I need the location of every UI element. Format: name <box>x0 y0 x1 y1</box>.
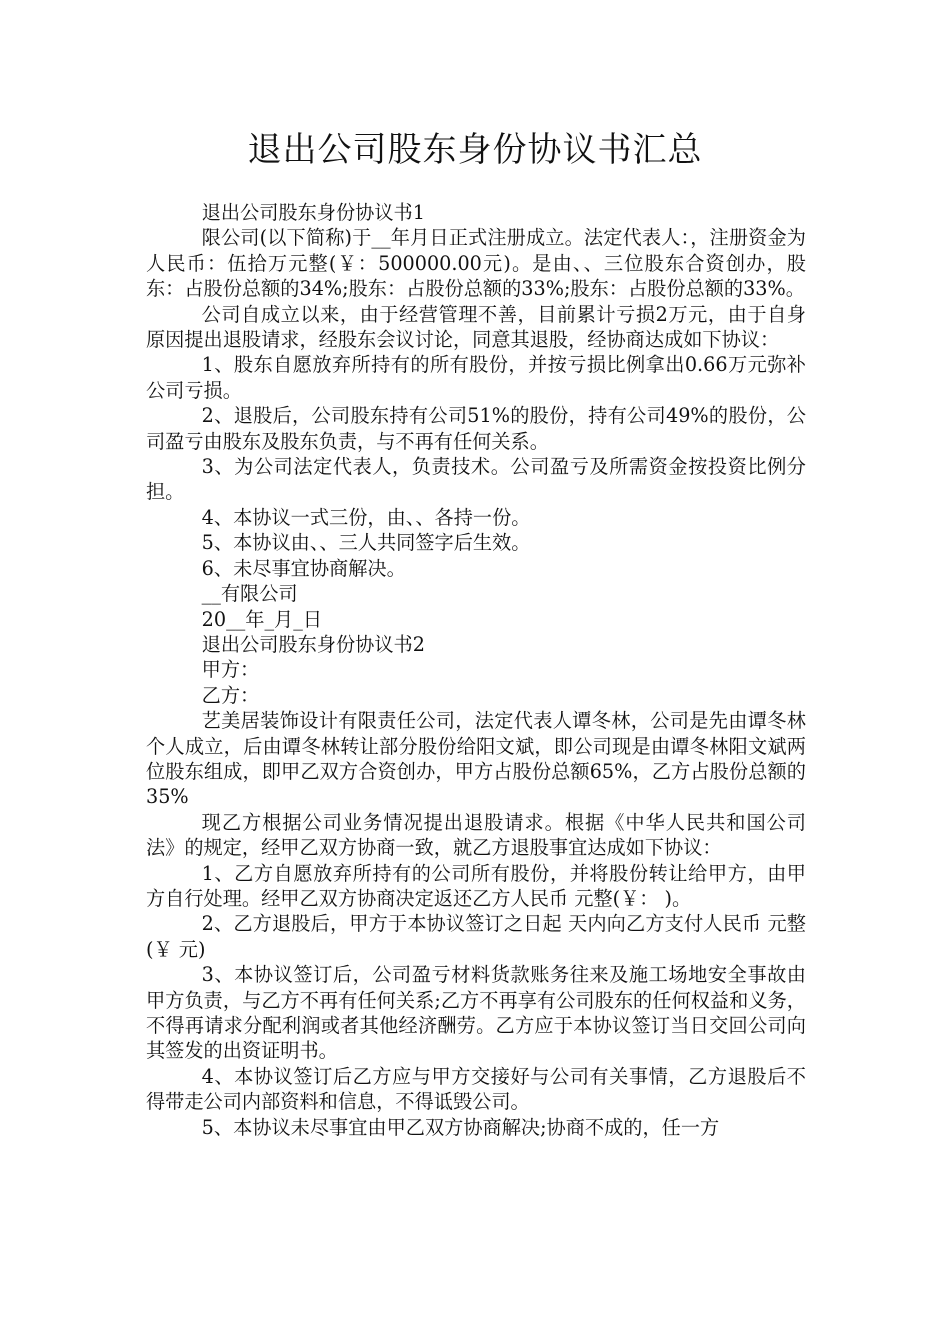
document-title: 退出公司股东身份协议书汇总 <box>247 130 703 170</box>
clause: 1、股东自愿放弃所持有的所有股份，并按亏损比例拿出0.66万元弥补公司亏损。 <box>146 353 806 402</box>
clause: 3、本协议签订后，公司盈亏材料货款账务往来及施工场地安全事故由甲方负责，与乙方不再有任何关系;乙方不再享有公司股东的任何权益和义务，不得再请求分配利润或者其他经济酬劳。乙方应于本协议签订当日交回公司向其签发的出资证明书。 <box>146 963 806 1063</box>
document-body <box>146 200 806 1140</box>
clause: 2、乙方退股后，甲方于本协议签订之日起 天内向乙方支付人民币 元整(￥ 元) <box>146 912 806 961</box>
paragraph: 艺美居装饰设计有限责任公司，法定代表人谭冬林，公司是先由谭冬林个人成立，后由谭冬林转让部分股份给阳文斌，即公司现是由谭冬林阳文斌两位股东组成，即甲乙双方合资创办，甲方占股份总额65%，乙方占股份总额的35% <box>146 709 806 809</box>
paragraph: 限公司(以下简称)于__年月日正式注册成立。法定代表人：，注册资金为人民币：伍拾万元整(￥：500000.00元)。是由、、三位股东合资创办，股东：占股份总额的34%;股东：占股份总额的33%;股东：占股份总额的33%。 <box>146 226 806 301</box>
paragraph: 现乙方根据公司业务情况提出退股请求。根据《中华人民共和国公司法》的规定，经甲乙双方协商一致，就乙方退股事宜达成如下协议： <box>146 810 806 860</box>
signature-date: 20__年_月_日 <box>201 607 323 631</box>
party-a: 甲方： <box>201 658 260 682</box>
clause: 5、本协议由、、三人共同签字后生效。 <box>201 531 531 555</box>
party-b: 乙方： <box>201 683 260 707</box>
clause: 5、本协议未尽事宜由甲乙双方协商解决;协商不成的，任一方 <box>201 1115 720 1139</box>
paragraph: 公司自成立以来，由于经营管理不善，目前累计亏损2万元，由于自身原因提出退股请求，经股东会议讨论，同意其退股，经协商达成如下协议： <box>146 302 806 352</box>
section-heading-1: 退出公司股东身份协议书1 <box>201 201 425 224</box>
clause: 4、本协议签订后乙方应与甲方交接好与公司有关事情，乙方退股后不得带走公司内部资料和信息，不得诋毁公司。 <box>146 1064 806 1114</box>
clause: 3、为公司法定代表人，负责技术。公司盈亏及所需资金按投资比例分担。 <box>146 455 806 504</box>
clause: 1、乙方自愿放弃所持有的公司所有股份，并将股份转让给甲方，由甲方自行处理。经甲乙双方协商决定返还乙方人民币 元整(￥： )。 <box>146 861 806 910</box>
section-heading-2: 退出公司股东身份协议书2 <box>201 632 425 656</box>
clause: 2、退股后，公司股东持有公司51%的股份，持有公司49%的股份，公司盈亏由股东及股东负责，与不再有任何关系。 <box>146 404 806 453</box>
clause: 4、本协议一式三份，由、、各持一份。 <box>201 505 531 529</box>
signature-company: __有限公司 <box>201 582 298 606</box>
clause: 6、未尽事宜协商解决。 <box>201 556 406 580</box>
